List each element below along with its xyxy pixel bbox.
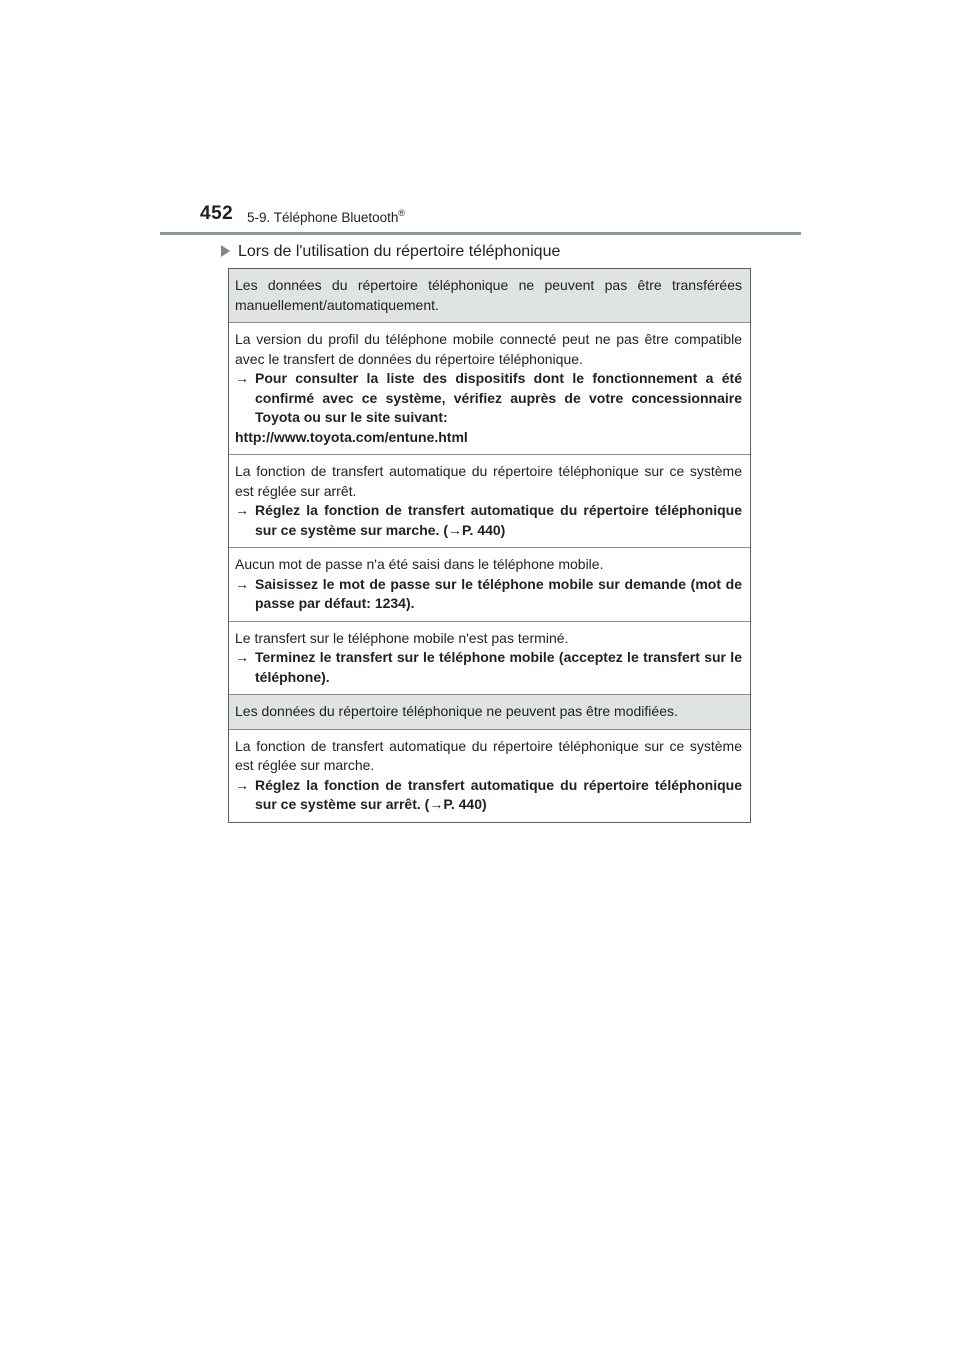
header-rule	[160, 232, 801, 235]
cause-text: Le transfert sur le téléphone mobile n'est pas terminé.	[235, 629, 569, 646]
cause-row	[229, 729, 750, 822]
arrow-icon: →	[235, 575, 249, 592]
arrow-icon: →	[448, 521, 462, 538]
solution-body: Terminez le transfert sur le téléphone mobile (acceptez le transfert sur le téléphone).	[255, 649, 742, 685]
solution-text	[235, 776, 742, 815]
chapter-title	[247, 208, 405, 225]
solution-text	[235, 501, 742, 540]
problem-text: Les données du répertoire téléphonique ne peuvent pas être modifiées.	[235, 703, 678, 719]
solution-body: Réglez la fonction de transfert automatique du répertoire téléphonique sur ce système sur marche. (	[255, 502, 742, 538]
page-reference[interactable]: P. 440)	[443, 796, 487, 812]
solution-body: Saisissez le mot de passe sur le téléphone mobile sur demande (mot de passe par défaut: 1234).	[255, 575, 742, 611]
troubleshooting-table	[228, 268, 751, 823]
solution-body: Pour consulter la liste des dispositifs dont le fonctionnement a été confirmé avec ce système, vérifiez auprès de votre concessionnaire Toyota ou sur le site suivant:	[255, 370, 742, 425]
solution-text	[235, 369, 742, 447]
arrow-icon: →	[235, 776, 249, 793]
problem-row	[229, 694, 750, 729]
problem-text: Les données du répertoire téléphonique ne peuvent pas être transférées manuellement/automatiquement.	[235, 277, 742, 313]
arrow-icon: →	[235, 370, 249, 386]
solution-text	[235, 575, 742, 614]
solution-body: Réglez la fonction de transfert automatique du répertoire téléphonique sur ce système sur arrêt. (	[255, 776, 742, 812]
cause-row	[229, 547, 750, 621]
section-heading-text: Lors de l'utilisation du répertoire téléphonique	[238, 243, 561, 260]
triangle-bullet-icon	[221, 245, 230, 257]
cause-text: La fonction de transfert automatique du répertoire téléphonique sur ce système est réglée sur arrêt.	[235, 463, 742, 499]
cause-text: La fonction de transfert automatique du répertoire téléphonique sur ce système est réglée sur marche.	[235, 737, 742, 773]
url-link[interactable]: http://www.toyota.com/entune.html	[235, 428, 468, 445]
chapter-title-text: 5-9. Téléphone Bluetooth	[247, 210, 399, 225]
registered-mark: ®	[398, 208, 406, 218]
arrow-icon: →	[235, 649, 249, 665]
arrow-icon: →	[429, 796, 444, 812]
problem-row	[229, 269, 750, 322]
page-number: 452	[200, 203, 234, 224]
cause-row	[229, 322, 750, 454]
page-header	[200, 203, 800, 233]
section-heading	[221, 243, 560, 261]
cause-text: Aucun mot de passe n'a été saisi dans le téléphone mobile.	[235, 556, 604, 572]
solution-text	[235, 648, 742, 687]
arrow-icon: →	[235, 502, 249, 518]
cause-row	[229, 621, 750, 695]
cause-text: La version du profil du téléphone mobile connecté peut ne pas être compatible avec le transfert de données du répertoire téléphonique.	[235, 331, 742, 367]
cause-row	[229, 454, 750, 547]
page-reference[interactable]: P. 440)	[462, 521, 506, 538]
